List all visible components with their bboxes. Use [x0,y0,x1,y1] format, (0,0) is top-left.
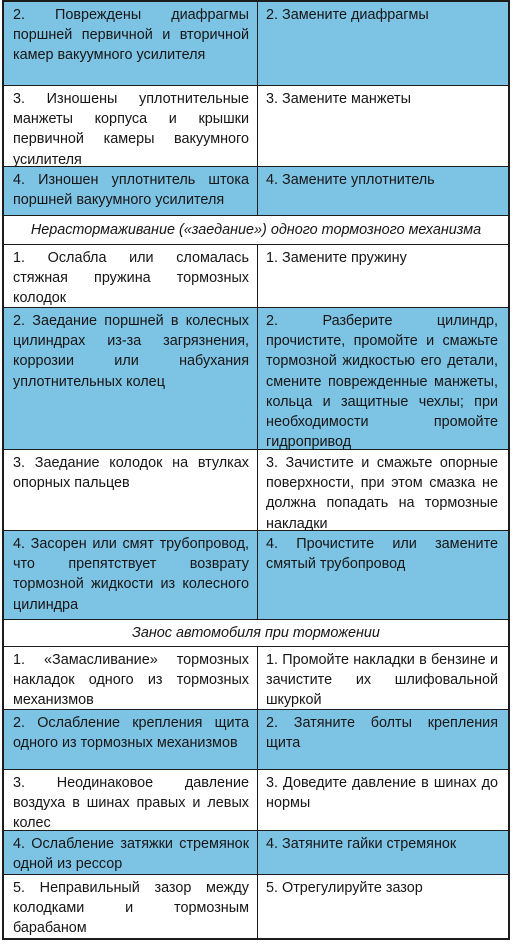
cause-cell: 4. Изношен уплотнитель штока поршней вакуумного усилителя [4,167,258,215]
remedy-cell: 3. Доведите давление в шинах до нормы [266,775,498,812]
cause-cell: 1. Ослабла или сломалась стяжная пружина тормозных колодок [4,245,258,307]
remedy-cell: 3. Зачистите и смажьте опорные поверхности, при этом смазка не должна попадать на тормозные накладки [266,455,498,530]
cause-cell: 3. Неодинаковое давление воздуха в шинах правых и левых колес [4,770,258,830]
table-row [4,308,508,450]
remedy-cell: 4. Прочистите или замените смятый трубопровод [266,536,498,573]
remedy-cell: 2. Затяните болты крепления щита [266,715,498,752]
cause-cell: 3. Изношены уплотнительные манжеты корпуса и крышки первичной камеры вакуумного усилителя [4,86,258,166]
table-row [4,710,508,770]
cause-cell: 1. «Замасливание» тормозных накладок одного из тормозных механизмов [4,647,258,709]
cause-cell: 3. Заедание колодок на втулках опорных пальцев [4,450,258,530]
remedy-cell: 2. Разберите цилиндр, прочистите, промойте и смажьте тормозной жидкостью его детали, смените поврежденные манжеты, кольца и защитные чехлы; при необходимости промойте гидропривод [266,313,498,449]
table-row [4,770,508,831]
table-row [4,831,508,875]
table-row [4,167,508,216]
table-row [4,86,508,167]
remedy-cell: 3. Замените манжеты [266,91,411,107]
table-row [4,531,508,620]
cause-cell: 2. Заедание поршней в колесных цилиндрах из-за загрязнения, коррозии или набухания уплотнительных колец [4,308,258,449]
cause-cell: 2. Ослабление крепления щита одного из тормозных механизмов [4,710,258,769]
remedy-cell: 4. Затяните гайки стремянок [266,836,457,852]
cause-cell: 2. Повреждены диафрагмы поршней первичной и вторичной камер вакуумного усилителя [4,2,258,85]
cause-cell: 4. Ослабление затяжки стремянок одной из рессор [4,831,258,874]
cause-cell: 5. Неправильный зазор между колодками и тормозным барабаном [4,875,258,940]
section-header: Занос автомобиля при торможении [4,620,508,647]
remedy-cell: 2. Замените диафрагмы [266,7,429,23]
remedy-cell: 1. Замените пружину [266,250,407,266]
table-row [4,647,508,710]
table-row [4,450,508,531]
remedy-cell: 5. Отрегулируйте зазор [266,880,423,896]
section-header: Нерастормаживание («заедание») одного тормозного механизма [4,216,508,245]
table-row [4,2,508,86]
remedy-cell: 1. Промойте накладки в бензине и зачистите их шлифовальной шкуркой [266,652,498,709]
remedy-cell: 4. Замените уплотнитель [266,172,435,188]
table-row [4,875,508,940]
table-row [4,245,508,308]
fault-table [2,0,510,940]
cause-cell: 4. Засорен или смят трубопровод, что препятствует возврату тормозной жидкости из колесного цилиндра [4,531,258,619]
